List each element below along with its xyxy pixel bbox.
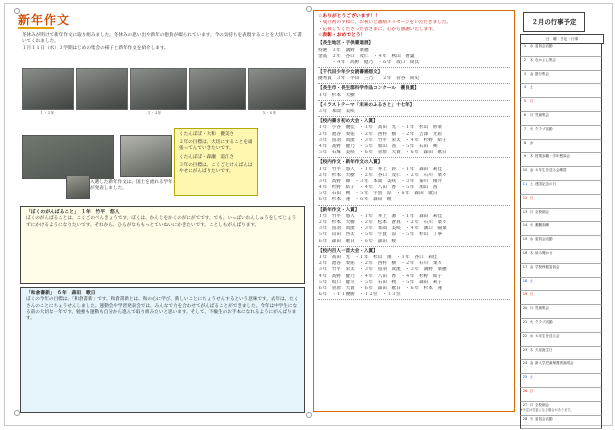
section-divider [318,100,510,101]
calendar-event: なかよし集会 [535,57,556,62]
award-row: ６年 森田 歌日 ・６年 森田 綾 [318,238,397,244]
calendar-event: 節分集会 [535,71,549,76]
class-photo [189,68,246,110]
calendar-weekday: 月 [529,402,534,407]
calendar-weekday: 月 [529,306,534,311]
calendar-day: 7 [523,126,527,131]
assembly-photo [22,135,114,179]
calendar-event: ６年生を送る会練習 [535,168,567,173]
calendar-event: 学校保健委員会 [535,264,560,269]
calendar-day: 2 [523,57,527,62]
calendar-weekday: 土 [529,278,534,283]
award-row: ６年 杉本 蓮 ・６年 森田 綾 [318,197,392,203]
calendar-weekday: 土 [529,181,534,186]
essay-title: 「ぼくのがんばること」 １年 竹平 悠人 [26,210,120,215]
calendar-weekday: 木 [529,347,534,352]
award-row: 金賞 ２年 谷口 茂仁 ・４年 秋山 蒼葉 [318,53,415,59]
award-row: ４年 杉野 結子 ・４年 八田 香 ・５年 加山 茜 [318,185,438,191]
calendar-row [520,43,602,57]
award-section-heading: 【新年作文・入賞】 [318,207,360,213]
calendar-event: 委員会活動 [535,416,553,421]
calendar-row [520,374,602,388]
calendar-row [520,181,602,195]
award-row: ６年 ・Ｔ１優勝 ・Ｔ２位 ・Ｔ３位 [318,292,401,298]
calendar-row [520,195,602,209]
calendar-row [520,264,602,278]
calendar-event: 新入学児童保護者説明会 [535,361,574,366]
calendar-weekday: 日 [529,99,534,104]
photo-row [22,68,304,128]
calendar-row [520,140,602,154]
award-row: ５年 坂口 健斗 ・５年 石田 朔 ・５年 森田 莉子 [318,279,443,285]
quote-text: ２年の目標は、大切にすることを頑張ってんでいきたいです。 [179,140,253,152]
calendar-row [520,291,602,305]
award-row: ３年 鳥羽 貴流 ・３年 本間 美咲 ・４年 溝口 陽菜 [318,226,447,232]
calendar-day: 9 [523,154,527,159]
photo-caption: ５・６年 [262,111,277,115]
calendar-day: 18 [522,278,528,283]
calendar-day: 10 [522,168,528,173]
calendar-event: 全校朝会 [535,209,549,214]
calendar-weekday: 土 [529,375,534,380]
thanks-line: ・成立初の平和に、お祝いと激励メッセージをいただきました。 [318,20,451,26]
section-divider [318,299,510,300]
section-divider [318,83,510,84]
calendar-footnote: ※予定は変更になる場合があります。 [520,408,574,412]
calendar-weekday: 火 [529,223,534,228]
calendar-day: 14 [522,223,528,228]
essay-box-grade6 [20,287,305,413]
calendar-weekday: 日 [529,388,534,393]
calendar-row [520,388,602,402]
calendar-weekday: 火 [529,416,534,421]
calendar-row [520,222,602,236]
section-divider [318,116,510,117]
intro-paragraph: １月１１日（水）３学期はじめの集会の様子と新年作文を紹介します。 [22,46,169,52]
calendar-weekday: 木 [529,154,534,159]
award-section-heading: 【校内百人一首大会・入賞】 [318,248,378,254]
calendar-event: 授業参観・学年懇談会 [535,154,570,159]
photo-note: 入選した新年作文は、国土を流れる学年が発表しました。 [90,180,173,192]
award-section-heading: 【校内作文・新年作文の入賞】 [318,160,383,166]
calendar-day: 20 [522,306,528,311]
calendar-day: 5 [523,99,527,104]
photo-caption: １・２年 [40,111,55,115]
calendar-weekday: 水 [529,44,534,48]
award-row: ３年 竹平 栄太 ・３年 鳥羽 貴流 ・３年 溝野 菜穂 [318,267,447,273]
calendar-weekday: 月 [529,112,534,117]
calendar-day: 22 [522,333,528,338]
calendar-weekday: 金 [529,168,534,173]
award-row: ２年 杉本 大樹 ・２年 松本 蒼真 ・２年 石川 菜々 [318,220,447,225]
calendar-weekday: 日 [529,195,534,200]
calendar-row [520,236,602,250]
award-section-heading: 【校内書き初め大会・入賞】 [318,119,378,125]
quote-author: くたんぽぽ・森瀬 道江さ [179,154,235,160]
calendar-event: 読み聞かせ [535,250,553,255]
calendar-day: 28 [522,416,528,421]
calendar-event: 天皇誕生日 [535,347,553,352]
calendar-event: 委員会活動 [535,44,553,48]
award-row: ５年 石塚 美咲 ・６年 菅原 大貴 ・６年 森田 歌日 [318,150,447,156]
award-row: ２年 池谷 奏佑 ・２年 西村 樹 ・２年 石川 菜々 [318,261,443,267]
class-photo [22,68,74,110]
calendar-day: 1 [523,44,527,48]
article-title: 新年作文 [18,13,71,27]
calendar-weekday: 火 [529,319,534,324]
calendar-weekday: 金 [529,264,534,269]
title-underline [18,27,54,29]
speech-photo [120,135,172,177]
calendar-day: 11 [522,181,528,186]
thanks-heading: ☆ありがとうございます！！ [318,14,380,19]
section-divider [318,205,510,206]
calendar-row [520,278,602,292]
calendar-day: 12 [522,195,528,200]
fold-mark [306,412,312,418]
fold-mark [306,6,312,12]
calendar-row [520,167,602,181]
award-section-heading: 【千代田少年少女読書感想文】 [318,70,383,76]
calendar-title: ２月の行事予定 [523,12,585,32]
calendar-day: 15 [522,237,528,242]
quote-text: ３年の目標は、こくごとけんばんはやせにがんばりたいです。 [179,162,253,174]
calendar-day: 16 [522,250,528,255]
calendar-day: 21 [522,319,528,324]
calendar-weekday: 火 [529,126,534,131]
award-row: １年 竹平 悠人 ・１年 井上 凛 ・１年 森田 莉佳 [318,213,443,219]
calendar-row [520,305,602,319]
calendar-weekday: 木 [529,57,534,62]
calendar-day: 25 [522,375,528,380]
award-row: 特選 ３年 溝野 菜穂 [318,47,369,53]
calendar-day: 13 [522,209,528,214]
section-divider [318,246,510,247]
award-row: ２年 池谷 奏佑 ・２年 西村 樹 ・２年 吉澤 光希 [318,131,443,137]
calendar-event: クラブ活動 [535,126,553,131]
calendar-weekday: 日 [529,292,534,297]
calendar-day: 17 [522,264,528,269]
class-photo [130,68,187,110]
quote-author: くたんぽぽ・大和 優美さ [179,132,235,137]
award-row: ２年 杉本 大樹 ・２年 谷口 茂仁 ・２年 石川 菜々 [318,172,447,178]
intro-text [22,33,302,54]
award-section-heading: 【長生地区・子供書道展】 [318,41,374,47]
calendar-day: 8 [523,140,527,145]
congrats-heading: ☆表彰・おめでとう！ [318,32,366,38]
essay-title: 「和倉書新」 ６年 森田 歌日 [26,291,96,296]
award-row: ６年 菅原 大貴 ・６年 森田 歌日 ・６年 杉本 蓮 [318,285,443,291]
calendar-day: 6 [523,112,527,117]
calendar-row [520,153,602,167]
calendar-event: 児童集会 [535,112,549,117]
student-photo [66,175,90,199]
calendar-weekday: 水 [529,237,534,242]
calendar-row [520,209,602,223]
calendar-row [520,416,602,430]
event-calendar [520,12,602,421]
class-photo [76,68,128,110]
calendar-event: ６年生を送る会 [535,333,560,338]
essay-body: ぼくのがんばることは、こくごのべんきょうです。ぼくは、かんじをかくのがにがてです。でも、いっぱいれんしゅうをしてじょうずにかけるようになりたいです。それから、ひらがなももっとていねいにかきたいです。ことしもがんばります。 [26,216,297,228]
award-row: ・４年 高野 健乃 ・６年 坂口 尚汰 [318,59,420,65]
calendar-day: 23 [522,347,528,352]
calendar-row [520,347,602,361]
calendar-day: 3 [523,71,527,76]
award-row: １年 高田 光 ・１年 杉山 翔 ・１年 谷口 莉佳 [318,254,438,260]
calendar-weekday: 水 [529,140,534,145]
calendar-event: 全校朝会 [535,402,549,407]
calendar-row [520,98,602,112]
award-row: ４年 高野 健乃 ・４年 八田 香 ・４年 杉野 結子 [318,273,443,279]
award-row: ５年 石田 朔 ・５年 宇賀 涼 ・６年 森田 歌日 [318,191,438,197]
award-row: ３年 本間 美咲 [318,109,355,114]
calendar-row [520,57,602,71]
awards-column [313,10,515,412]
award-row: １年 杉本 大樹 [318,92,355,98]
calendar-row [520,250,602,264]
award-row: ４年 高野 健乃 ・５年 加山 茜 ・５年 石田 朔 [318,143,438,149]
calendar-weekday: 金 [529,361,534,366]
calendar-day: 27 [522,402,528,407]
calendar-row [520,84,602,98]
calendar-weekday: 金 [529,71,534,76]
calendar-weekday: 土 [529,85,534,90]
calendar-row [520,71,602,85]
award-row: 優秀賞 ３年 平田 三乃 ２年 菅谷 尚史 [318,76,420,82]
essay-body: ぼくの今年の目標は、「和倉書新」です。和倉書新とは、和の心に学び、新しいことにちょうせんするという意味です。去年は、たくさんのことにちょうせんしました。運動会や学習発表会では、みんなで力を合わせてがんばることができました。今年は中学生になる前の大切な一年です。勉強も運動も自分から進んで取り組みたいと思います。そして、下級生のお手本になれるようにがんばります。 [26,297,299,322]
intro-paragraph: 冬休みが明けて新年作文に取り組みました。冬休みの思い出や新年の抱負が綴られています。今の気持ちを表現することを大切にして書いてくれました。 [22,33,302,45]
award-row: ３年 鳥羽 貴流 ・３年 竹平 栄太 ・４年 杉野 結子 [318,137,447,143]
essay-box-grade1 [20,206,305,284]
calendar-row [520,360,602,374]
calendar-day: 24 [522,361,528,366]
calendar-event: 建国記念の日 [535,181,556,186]
award-section-heading: 【長生市・長生郡科学作品コンクール 優良賞】 [318,86,419,92]
calendar-event: 委員会活動 [535,237,553,242]
award-row: ３年 高野 舞 ・３年 本間 美咲 ・３年 菊川 俊介 [318,178,443,184]
calendar-row [520,112,602,126]
calendar-event: 避難訓練 [535,223,549,228]
award-row: １年 竹平 悠人 ・１年 井上 鈴 ・１年 森田 莉佳 [318,166,443,172]
calendar-header: 日 曜 予定・行事 [520,34,604,44]
award-row: ５年 山田 啓太 ・５年 宇賀 涼 ・５年 杉山 丁寧 [318,232,443,238]
thanks-line: ・応援してくださった皆さまに、心から感謝いたします。 [318,26,438,32]
section-divider [318,67,510,68]
award-row: １年 小谷 優佳 ・１年 高田 光 ・１年 杉山 紗菜 [318,125,443,131]
calendar-day: 19 [522,292,528,297]
award-sections [318,41,510,300]
photo-caption: ３・４年 [147,111,162,115]
calendar-rows [520,43,602,429]
calendar-row [520,126,602,140]
calendar-day: 4 [523,85,527,90]
goal-quote-box [174,128,258,196]
section-divider [318,157,510,158]
calendar-weekday: 月 [529,209,534,214]
calendar-row [520,319,602,333]
calendar-day: 26 [522,388,528,393]
calendar-weekday: 木 [529,250,534,255]
class-photo [248,68,306,110]
award-section-heading: 【イラストテーマ「未来のふるさと」十七年】 [318,102,415,108]
calendar-event: 児童集会 [535,306,549,311]
calendar-row [520,333,602,347]
calendar-weekday: 水 [529,333,534,338]
calendar-event: クラブ活動 [535,319,553,324]
